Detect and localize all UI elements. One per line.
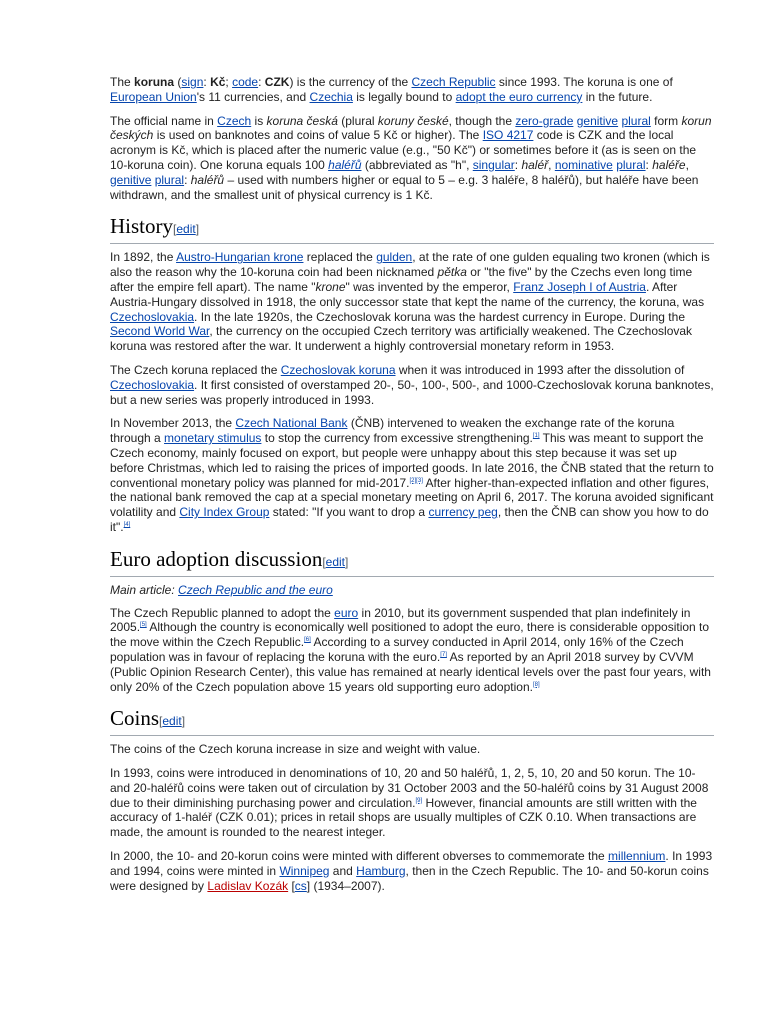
wiki-link[interactable]: sign <box>181 75 204 89</box>
citation <box>533 433 540 439</box>
wiki-link[interactable]: millennium <box>608 849 666 864</box>
citation <box>140 622 147 628</box>
wiki-link[interactable]: Czechoslovakia <box>110 377 195 392</box>
wiki-link[interactable]: genitive <box>110 172 152 187</box>
citation <box>533 682 540 688</box>
wiki-link[interactable]: currency peg <box>428 505 498 520</box>
wiki-link[interactable]: code <box>232 75 259 89</box>
citation-link[interactable]: [5] <box>140 622 147 629</box>
citation-link[interactable]: [8] <box>532 681 540 688</box>
citation-link[interactable]: [9] <box>415 797 423 804</box>
wiki-link[interactable]: plural <box>154 172 185 187</box>
wiki-link[interactable]: Czechia <box>309 89 353 104</box>
bold-term: Kč <box>210 75 226 89</box>
italic-term: pětka <box>437 265 467 280</box>
citation-link[interactable]: [1] <box>532 433 540 440</box>
wiki-link[interactable]: haléřů <box>328 157 362 172</box>
italic-term: haléře <box>652 157 686 172</box>
edit-section: [edit] <box>159 714 186 729</box>
edit-link[interactable]: edit <box>325 554 346 569</box>
edit-link[interactable]: edit <box>176 222 196 237</box>
body-paragraph: In November 2013, the Czech National Bank (ČNB) intervened to weaken the exchange rate of the koruna through a monetary stimulus to stop the currency from excessive strengthening.[1] This was meant to support the Czech economy, mainly focused on export, but people were unhappy about this step because it was set up before Christmas, which led to raising the prices of imported goods. In late 2016, the ČNB stated that the return to conventional monetary policy was planned for mid-2017.[2][3] After higher-than-expected inflation and other figures, the national bank removed the cap at a special monetary meeting on April 6, 2017. The koruna avoided significant volatility and City Index Group stated: "If you want to drop a currency peg, then the ČNB can show you how to do it".[4] <box>110 416 714 534</box>
wiki-link[interactable]: adopt the euro currency <box>455 89 583 104</box>
wiki-link[interactable]: Czechoslovakia <box>110 309 195 324</box>
wiki-link[interactable]: Winnipeg <box>279 863 330 878</box>
italic-term: koruny české <box>377 113 449 128</box>
body-paragraph: In 2000, the 10- and 20-korun coins were minted with different obverses to commemorate the millennium. In 1993 and 1994, coins were minted in Winnipeg and Hamburg, then in the Czech Republic. The 10- and 50-korun coins were designed by Ladislav Kozák [cs] (1934–2007). <box>110 849 713 893</box>
citation-link[interactable]: [2][3] <box>409 477 423 484</box>
wiki-link[interactable]: euro <box>334 605 359 620</box>
italic-term: korun českých <box>110 113 712 143</box>
body-paragraph: The Czech Republic planned to adopt the euro in 2010, but its government suspended that plan indefinitely in 2005.[5] Although the country is economically well positioned to adopt the euro, there is considerable opposition to the move within the Czech Republic.[6] According to a survey conducted in April 2014, only 16% of the Czech population was in favour of replacing the koruna with the euro.[7] As reported by an April 2018 survey by CVVM (Public Opinion Research Center), this value has remained at nearly identical levels over the past four years, with only 20% of the Czech population above 15 years old supporting euro adoption.[8] <box>110 605 711 694</box>
section-title: Euro adoption discussion <box>110 546 323 571</box>
red-link[interactable]: Ladislav Kozák <box>207 878 289 893</box>
citation <box>410 478 423 484</box>
body-paragraph: In 1892, the Austro-Hungarian krone replaced the gulden, at the rate of one gulden equaling two kronen (which is also the reason why the 10-koruna coin had been nicknamed pětka or "the five" by the Czechs even long time after the empire fell apart). The name "krone" was invented by the emperor, Franz Joseph I of Austria. After Austria-Hungary dissolved in 1918, the only successor state that kept the name of the currency, the koruna, was Czechoslovakia. In the late 1920s, the Czechoslovak koruna was the hardest currency in Europe. During the Second World War, the currency on the occupied Czech territory was artificially weakened. The Czechoslovak koruna was restored after the war. It underwent a highly controversial monetary reform in 1953. <box>110 250 710 354</box>
section-heading-history <box>110 214 714 244</box>
edit-link[interactable]: edit <box>162 714 182 729</box>
citation <box>304 637 311 643</box>
citation <box>124 522 131 528</box>
citation-link[interactable]: [6] <box>304 637 311 644</box>
wiki-link[interactable]: Czech <box>217 113 252 128</box>
intro-paragraph: The official name in Czech is koruna česká (plural koruny české, though the zero-grade genitive plural form korun českých is used on banknotes and coins of value 5 Kč or higher). The ISO 4217 code is CZK and the local acronym is Kč, which is placed after the numeric value (e.g., "50 Kč") or sometimes before it (as is seen on the 10-koruna coin). One koruna equals 100 haléřů (abbreviated as "h", singular: haléř, nominative plural: haléře, genitive plural: haléřů – used with numbers higher or equal to 5 – e.g. 3 haléře, 8 haléřů), but haléře have been withdrawn, and the smallest unit of physical currency is 1 Kč. <box>110 113 712 202</box>
section-title: Coins <box>110 706 160 731</box>
body-paragraph: The Czech koruna replaced the Czechoslovak koruna when it was introduced in 1993 after the dissolution of Czechoslovakia. It first consisted of overstamped 20-, 50-, 100-, 500-, and 1000-Czechoslovak koruna banknotes, but a new series was properly introduced in 1993. <box>110 362 714 407</box>
wiki-link[interactable]: zero-grade <box>515 113 574 128</box>
wiki-link[interactable]: cs <box>294 878 307 893</box>
wiki-link[interactable]: Hamburg <box>356 863 406 878</box>
wiki-link[interactable]: Second World War <box>110 324 210 339</box>
citation <box>416 798 423 804</box>
italic-term: krone <box>315 279 346 294</box>
wiki-link[interactable]: Czech National Bank <box>235 416 348 431</box>
edit-section: [edit] <box>173 222 200 237</box>
intro-paragraph: The koruna (sign: Kč; code: CZK) is the currency of the Czech Republic since 1993. The koruna is one of European Union's 11 currencies, and Czechia is legally bound to adopt the euro currency in the future. <box>110 75 673 104</box>
citation <box>440 652 447 658</box>
body-paragraph: The coins of the Czech koruna increase in size and weight with value. <box>110 742 481 757</box>
article-body <box>110 75 714 902</box>
bold-term: CZK <box>264 75 290 89</box>
wiki-link[interactable]: gulden <box>376 250 413 265</box>
wiki-link[interactable]: Czech Republic <box>411 75 496 89</box>
italic-term: haléřů <box>190 172 225 187</box>
wiki-link[interactable]: singular <box>472 157 515 172</box>
body-paragraph: In 1993, coins were introduced in denominations of 10, 20 and 50 haléřů, 1, 2, 5, 10, 20 and 50 korun. The 10- and 20-haléřů coins were taken out of circulation by 31 October 2003 and the 50-haléřů coins by 31 August 2008 due to their diminishing purchasing power and circulation.[9] However, financial amounts are still written with the accuracy of 1-haléř (CZK 0.01); prices in retail shops are usually multiples of CZK 0.10. When transactions are made, the amount is rounded to the nearest integer. <box>110 766 709 840</box>
section-title: History <box>110 214 173 239</box>
bold-term: koruna <box>134 75 175 89</box>
wiki-link[interactable]: Austro-Hungarian krone <box>176 250 304 265</box>
wiki-link[interactable]: Czechoslovak koruna <box>280 362 396 377</box>
wiki-link[interactable]: ISO 4217 <box>482 128 534 143</box>
wiki-link[interactable]: genitive <box>576 113 619 128</box>
main-article-hatnote: Main article: Czech Republic and the euro <box>110 582 333 597</box>
citation-link[interactable]: [4] <box>123 521 131 528</box>
wiki-link[interactable]: Franz Joseph I of Austria <box>513 279 646 294</box>
wiki-link[interactable]: plural <box>616 157 646 172</box>
section-heading-euro <box>110 547 714 577</box>
wiki-link[interactable]: plural <box>621 113 651 128</box>
section-heading-coins <box>110 706 714 736</box>
wiki-link[interactable]: European Union <box>110 89 197 104</box>
main-article-link[interactable]: Czech Republic and the euro <box>178 582 333 597</box>
wiki-link[interactable]: City Index Group <box>179 505 270 520</box>
wiki-link[interactable]: nominative <box>554 157 613 172</box>
wiki-link[interactable]: monetary stimulus <box>164 431 262 446</box>
edit-section: [edit] <box>322 554 349 569</box>
italic-term: haléř <box>521 157 549 172</box>
citation-link[interactable]: [7] <box>440 651 447 658</box>
italic-term: koruna česká <box>266 113 338 128</box>
